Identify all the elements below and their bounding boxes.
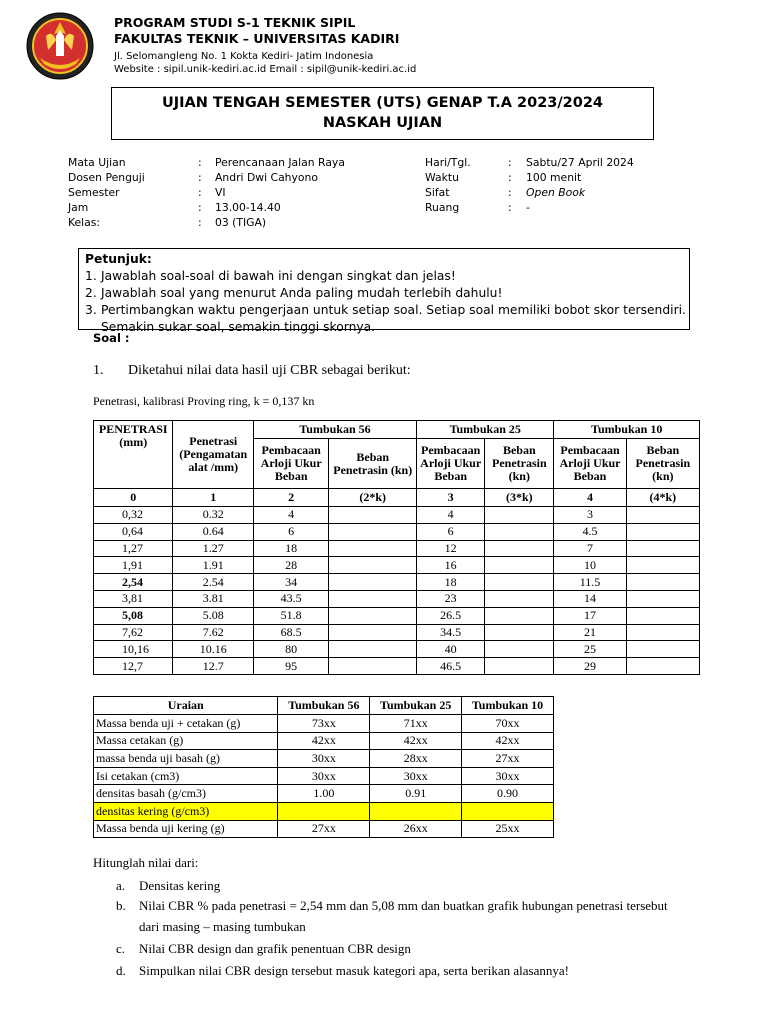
table-cell xyxy=(485,658,554,675)
instruction-item xyxy=(85,285,689,302)
column-index: (2*k) xyxy=(329,489,417,507)
col-header-tumbukan-25: Tumbukan 25 xyxy=(370,697,462,715)
table-cell: 29 xyxy=(554,658,626,675)
info-sep: : xyxy=(198,171,202,184)
table-cell xyxy=(485,590,554,607)
info-label: Semester xyxy=(68,186,120,199)
col-header-penetrasi-alat: Penetrasi (Pengamatan alat /mm) xyxy=(173,421,254,489)
table-cell: 1.91 xyxy=(173,557,254,574)
table-cell: 1,91 xyxy=(94,557,173,574)
col-header-pembacaan: Pembacaan Arloji Ukur Beban xyxy=(554,439,626,489)
task-text: Nilai CBR design dan grafik penentuan CBR design xyxy=(139,941,411,956)
table-cell xyxy=(329,624,417,641)
table-cell: 1.27 xyxy=(173,540,254,557)
column-index: 4 xyxy=(554,489,626,507)
table-row xyxy=(94,732,554,750)
table-cell xyxy=(626,658,699,675)
table-cell: 18 xyxy=(417,574,485,591)
table-row xyxy=(94,715,554,733)
table-cell xyxy=(329,590,417,607)
table-cell: 68.5 xyxy=(254,624,329,641)
table-cell xyxy=(626,607,699,624)
table-row xyxy=(94,767,554,785)
table-cell: 7,62 xyxy=(94,624,173,641)
table-row xyxy=(94,607,700,624)
table-cell: 7 xyxy=(554,540,626,557)
instructions-box xyxy=(78,248,690,334)
table-cell: 43.5 xyxy=(254,590,329,607)
table-cell xyxy=(485,523,554,540)
table-cell: 30xx xyxy=(462,767,554,785)
table-cell xyxy=(485,540,554,557)
table-cell: 28xx xyxy=(370,750,462,768)
table-cell: 12,7 xyxy=(94,658,173,675)
table-cell xyxy=(626,641,699,658)
table-cell: 4 xyxy=(417,507,485,524)
table-cell: 51.8 xyxy=(254,607,329,624)
table-cell: 12.7 xyxy=(173,658,254,675)
table-cell xyxy=(485,607,554,624)
table-cell xyxy=(485,574,554,591)
table-cell xyxy=(370,802,462,820)
instruction-text: Pertimbangkan waktu pengerjaan untuk setiap soal. Setiap soal memiliki bobot skor tersendiri. Semakin sukar soal, semakin tinggi skornya. xyxy=(101,303,686,334)
table-row xyxy=(94,590,700,607)
row-label: Massa benda uji + cetakan (g) xyxy=(94,715,278,733)
column-index-row xyxy=(94,489,700,507)
info-label: Ruang xyxy=(425,201,460,214)
table-cell: 40 xyxy=(417,641,485,658)
table-cell: 0.91 xyxy=(370,785,462,803)
question-text: Diketahui nilai data hasil uji CBR sebagai berikut: xyxy=(128,363,411,378)
table-cell: 4.5 xyxy=(554,523,626,540)
info-sep: : xyxy=(508,171,512,184)
info-value: 03 (TIGA) xyxy=(215,216,267,229)
instruction-item xyxy=(85,268,689,285)
table-cell xyxy=(329,607,417,624)
task-text: Densitas kering xyxy=(139,878,221,893)
table-cell: 12 xyxy=(417,540,485,557)
row-label: Massa benda uji kering (g) xyxy=(94,820,278,838)
col-header-uraian: Uraian xyxy=(94,697,278,715)
column-index: (3*k) xyxy=(485,489,554,507)
row-label: massa benda uji basah (g) xyxy=(94,750,278,768)
table-cell: 30xx xyxy=(278,767,370,785)
table-cell: 27xx xyxy=(462,750,554,768)
col-header-tumbukan-10: Tumbukan 10 xyxy=(554,421,700,439)
table-cell xyxy=(329,574,417,591)
table-cell: 0.64 xyxy=(173,523,254,540)
table-cell: 0.90 xyxy=(462,785,554,803)
table-cell: 3.81 xyxy=(173,590,254,607)
instruction-number: 3. xyxy=(85,303,97,317)
task-text: Simpulkan nilai CBR design tersebut masuk kategori apa, serta berikan alasannya! xyxy=(139,963,569,978)
column-index: 0 xyxy=(94,489,173,507)
column-index: (4*k) xyxy=(626,489,699,507)
info-value: 13.00-14.40 xyxy=(215,201,281,214)
table-cell xyxy=(626,557,699,574)
table-cell xyxy=(626,523,699,540)
info-label: Jam xyxy=(68,201,89,214)
table-row xyxy=(94,658,700,675)
table-cell: 34 xyxy=(254,574,329,591)
program-name: PROGRAM STUDI S-1 TEKNIK SIPIL xyxy=(114,15,356,30)
info-sep: : xyxy=(508,156,512,169)
table-cell: 0,32 xyxy=(94,507,173,524)
table-cell xyxy=(626,590,699,607)
table-cell: 2,54 xyxy=(94,574,173,591)
table-cell: 0.32 xyxy=(173,507,254,524)
table-cell xyxy=(485,507,554,524)
table-cell: 30xx xyxy=(370,767,462,785)
table-cell: 10.16 xyxy=(173,641,254,658)
column-index: 3 xyxy=(417,489,485,507)
exam-title-box xyxy=(111,87,654,140)
table-cell: 30xx xyxy=(278,750,370,768)
address: Jl. Selomangleng No. 1 Kokta Kediri- Jatim Indonesia xyxy=(114,51,374,62)
row-label: Massa cetakan (g) xyxy=(94,732,278,750)
row-label: densitas basah (g/cm3) xyxy=(94,785,278,803)
faculty-name: FAKULTAS TEKNIK – UNIVERSITAS KADIRI xyxy=(114,31,400,46)
info-value: Andri Dwi Cahyono xyxy=(215,171,318,184)
tasks-intro: Hitunglah nilai dari: xyxy=(93,855,199,870)
question-number: 1. xyxy=(93,363,104,378)
col-header-pembacaan: Pembacaan Arloji Ukur Beban xyxy=(417,439,485,489)
table-row xyxy=(94,557,700,574)
table-cell xyxy=(626,540,699,557)
calibration-note: Penetrasi, kalibrasi Proving ring, k = 0,137 kn xyxy=(93,394,315,408)
col-header-tumbukan-56: Tumbukan 56 xyxy=(278,697,370,715)
instructions-heading: Petunjuk: xyxy=(85,252,152,266)
table-cell xyxy=(626,574,699,591)
table-cell: 6 xyxy=(254,523,329,540)
table-cell xyxy=(485,624,554,641)
info-value: VI xyxy=(215,186,226,199)
table-cell: 42xx xyxy=(462,732,554,750)
task-marker: a. xyxy=(116,878,126,893)
table-cell: 1,27 xyxy=(94,540,173,557)
table-cell: 2.54 xyxy=(173,574,254,591)
table-row xyxy=(94,820,554,838)
table-cell: 70xx xyxy=(462,715,554,733)
table-cell: 14 xyxy=(554,590,626,607)
info-sep: : xyxy=(508,186,512,199)
col-header-tumbukan-10: Tumbukan 10 xyxy=(462,697,554,715)
table-row xyxy=(94,641,700,658)
table-cell: 26.5 xyxy=(417,607,485,624)
info-sep: : xyxy=(198,216,202,229)
info-label: Sifat xyxy=(425,186,450,199)
table-cell: 5,08 xyxy=(94,607,173,624)
info-sep: : xyxy=(198,156,202,169)
column-index: 1 xyxy=(173,489,254,507)
task-text-continued: dari masing – masing tumbukan xyxy=(139,919,306,934)
table-cell: 27xx xyxy=(278,820,370,838)
soal-label: Soal : xyxy=(93,331,130,345)
table-cell: 21 xyxy=(554,624,626,641)
table-cell xyxy=(626,507,699,524)
info-sep: : xyxy=(198,186,202,199)
task-marker: b. xyxy=(116,898,126,913)
table-cell: 46.5 xyxy=(417,658,485,675)
task-marker: d. xyxy=(116,963,126,978)
table-cell: 17 xyxy=(554,607,626,624)
col-header-beban: Beban Penetrasin (kn) xyxy=(329,439,417,489)
table-cell: 11.5 xyxy=(554,574,626,591)
table-cell: 26xx xyxy=(370,820,462,838)
table-cell: 10,16 xyxy=(94,641,173,658)
table-cell: 6 xyxy=(417,523,485,540)
table-cell: 5.08 xyxy=(173,607,254,624)
info-label: Dosen Penguji xyxy=(68,171,145,184)
table-cell: 71xx xyxy=(370,715,462,733)
table-cell xyxy=(485,557,554,574)
info-label: Waktu xyxy=(425,171,459,184)
task-text: Nilai CBR % pada penetrasi = 2,54 mm dan 5,08 mm dan buatkan grafik hubungan penetrasi tersebut xyxy=(139,898,668,913)
col-header-beban: Beban Penetrasin (kn) xyxy=(485,439,554,489)
table-cell xyxy=(329,658,417,675)
table-cell: 80 xyxy=(254,641,329,658)
table-cell: 95 xyxy=(254,658,329,675)
table-cell: 25 xyxy=(554,641,626,658)
table-cell xyxy=(329,507,417,524)
table-cell: 34.5 xyxy=(417,624,485,641)
table-cell: 73xx xyxy=(278,715,370,733)
table-cell xyxy=(329,557,417,574)
table-cell: 42xx xyxy=(278,732,370,750)
table-row xyxy=(94,785,554,803)
info-value: Open Book xyxy=(526,186,586,199)
table-cell: 4 xyxy=(254,507,329,524)
table-cell: 28 xyxy=(254,557,329,574)
col-header-tumbukan-56: Tumbukan 56 xyxy=(254,421,417,439)
table-row xyxy=(94,507,700,524)
column-index: 2 xyxy=(254,489,329,507)
instruction-number: 1. xyxy=(85,269,97,283)
table-cell: 25xx xyxy=(462,820,554,838)
info-label: Kelas: xyxy=(68,216,101,229)
info-value: - xyxy=(526,201,530,214)
info-value: 100 menit xyxy=(526,171,582,184)
table-cell: 16 xyxy=(417,557,485,574)
table-cell: 3,81 xyxy=(94,590,173,607)
row-label: Isi cetakan (cm3) xyxy=(94,767,278,785)
task-marker: c. xyxy=(116,941,126,956)
info-value: Perencanaan Jalan Raya xyxy=(215,156,345,169)
exam-title: UJIAN TENGAH SEMESTER (UTS) GENAP T.A 2023/2024 xyxy=(161,95,604,111)
info-label: Mata Ujian xyxy=(68,156,126,169)
table-row xyxy=(94,540,700,557)
table-cell xyxy=(462,802,554,820)
table-cell xyxy=(278,802,370,820)
table-cell: 18 xyxy=(254,540,329,557)
col-header-tumbukan-25: Tumbukan 25 xyxy=(417,421,554,439)
table-cell: 0,64 xyxy=(94,523,173,540)
info-label: Hari/Tgl. xyxy=(425,156,471,169)
table-cell: 1.00 xyxy=(278,785,370,803)
table-cell: 3 xyxy=(554,507,626,524)
table-cell xyxy=(626,624,699,641)
table-cell: 10 xyxy=(554,557,626,574)
exam-subtitle: NASKAH UJIAN xyxy=(322,115,443,131)
instruction-number: 2. xyxy=(85,286,97,300)
row-label: densitas kering (g/cm3) xyxy=(94,802,278,820)
instruction-item xyxy=(85,302,689,336)
highlighted-row xyxy=(94,802,554,820)
info-sep: : xyxy=(508,201,512,214)
table-cell: 7.62 xyxy=(173,624,254,641)
table-row xyxy=(94,750,554,768)
uraian-table xyxy=(93,696,554,838)
university-seal-icon xyxy=(26,12,94,80)
table-row xyxy=(94,624,700,641)
col-header-penetrasi-mm: PENETRASI (mm) xyxy=(94,421,173,489)
col-header-beban: Beban Penetrasin (kn) xyxy=(626,439,699,489)
table-row xyxy=(94,574,700,591)
col-header-pembacaan: Pembacaan Arloji Ukur Beban xyxy=(254,439,329,489)
table-cell xyxy=(329,523,417,540)
info-value: Sabtu/27 April 2024 xyxy=(526,156,634,169)
table-cell xyxy=(329,641,417,658)
table-row xyxy=(94,523,700,540)
info-sep: : xyxy=(198,201,202,214)
table-cell: 42xx xyxy=(370,732,462,750)
table-cell xyxy=(329,540,417,557)
contact-info: Website : sipil.unik-kediri.ac.id Email : sipil@unik-kediri.ac.id xyxy=(114,64,417,75)
cbr-data-table xyxy=(93,420,700,675)
table-cell: 23 xyxy=(417,590,485,607)
instruction-text: Jawablah soal-soal di bawah ini dengan singkat dan jelas! xyxy=(101,269,456,283)
instruction-text: Jawablah soal yang menurut Anda paling mudah terlebih dahulu! xyxy=(101,286,503,300)
table-cell xyxy=(485,641,554,658)
